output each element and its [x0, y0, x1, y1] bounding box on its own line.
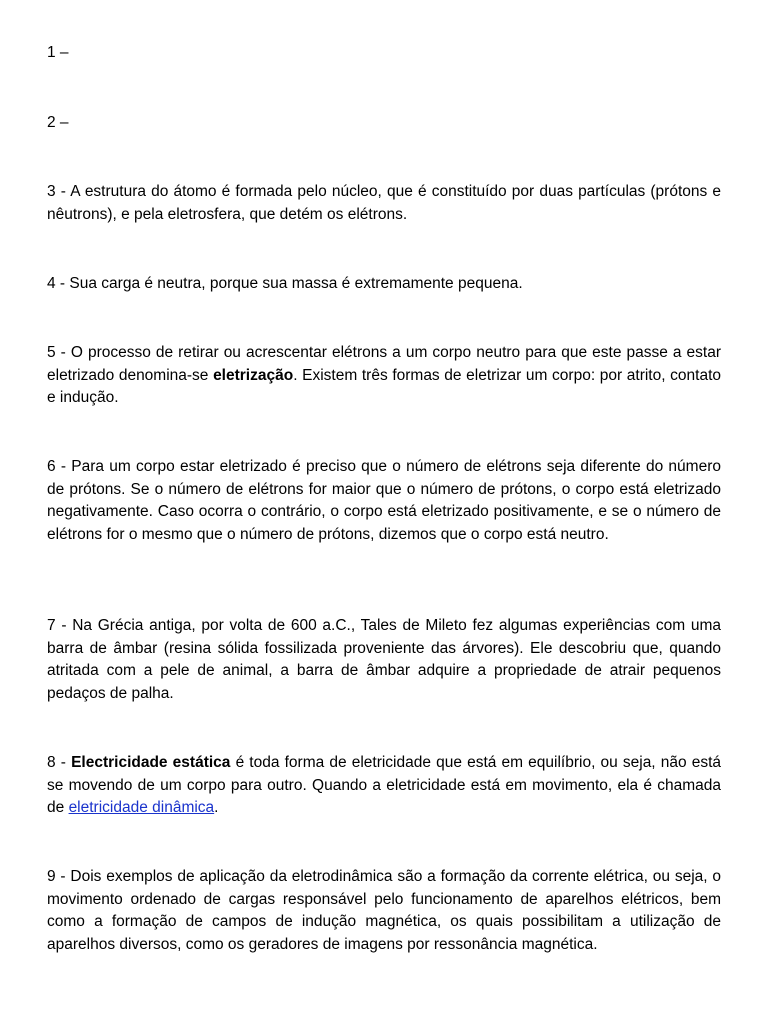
item-number: 5 -: [47, 344, 66, 361]
term-electricidade-estatica: Electricidade estática: [71, 754, 231, 771]
item-8: [47, 752, 721, 820]
item-number: 4 -: [47, 275, 66, 292]
item-number: 8 -: [47, 754, 66, 771]
item-text-continued: .: [214, 799, 219, 816]
item-text: Na Grécia antiga, por volta de 600 a.C., Tales de Mileto fez algumas experiências com uma barra de âmbar (resina sólida fossilizada proveniente das árvores). Ele descobriu que, quando atritada com a pele de animal, a barra de âmbar adquire a propriedade de atrair pequenos pedaços de palha.: [47, 617, 722, 702]
item-text: é toda forma de eletricidade que está em equilíbrio, ou seja, não está se movendo de um corpo para outro. Quando a eletricidade está em movimento, ela é chamada de: [47, 754, 722, 816]
item-text: O processo de retirar ou acrescentar elétrons a um corpo neutro para que este passe a estar eletrizado denomina-se: [47, 344, 721, 384]
item-2: [47, 112, 721, 135]
item-text: Para um corpo estar eletrizado é preciso que o número de elétrons seja diferente do número de prótons. Se o número de elétrons for maior que o número de prótons, o corpo está eletrizado negativamente. Caso ocorra o contrário, o corpo está eletrizado positivamente, e se o número de elétrons for o mesmo que o número de prótons, dizemos que o corpo está neutro.: [47, 458, 721, 543]
item-text: A estrutura do átomo é formada pelo núcleo, que é constituído por duas partículas (prótons e nêutrons), e pela eletrosfera, que detém os elétrons.: [47, 183, 722, 223]
item-7: [47, 615, 721, 705]
item-3: [47, 181, 721, 226]
link-eletricidade-dinamica[interactable]: eletricidade dinâmica: [68, 799, 215, 816]
item-text: Sua carga é neutra, porque sua massa é extremamente pequena.: [69, 275, 523, 292]
item-6: [47, 456, 721, 546]
item-5: [47, 342, 721, 410]
item-number: 2 –: [47, 114, 69, 131]
item-1: [47, 42, 721, 65]
item-number: 9 -: [47, 868, 66, 885]
item-number: 1 –: [47, 44, 69, 61]
item-text-continued: . Existem três formas de eletrizar um corpo: por atrito, contato e indução.: [47, 366, 721, 406]
item-text: Dois exemplos de aplicação da eletrodinâmica são a formação da corrente elétrica, ou seja, o movimento ordenado de cargas responsável pelo funcionamento de aparelhos elétricos, bem como a formação de campos de indução magnética, os quais possibilitam a utilização de aparelhos diversos, como os geradores de imagens por ressonância magnética.: [47, 868, 721, 953]
item-9: [47, 866, 721, 956]
item-4: [47, 273, 721, 296]
term-eletrizacao: eletrização: [213, 366, 294, 384]
item-number: 7 -: [47, 617, 67, 634]
item-number: 6 -: [47, 458, 67, 475]
item-number: 3 -: [47, 183, 66, 200]
